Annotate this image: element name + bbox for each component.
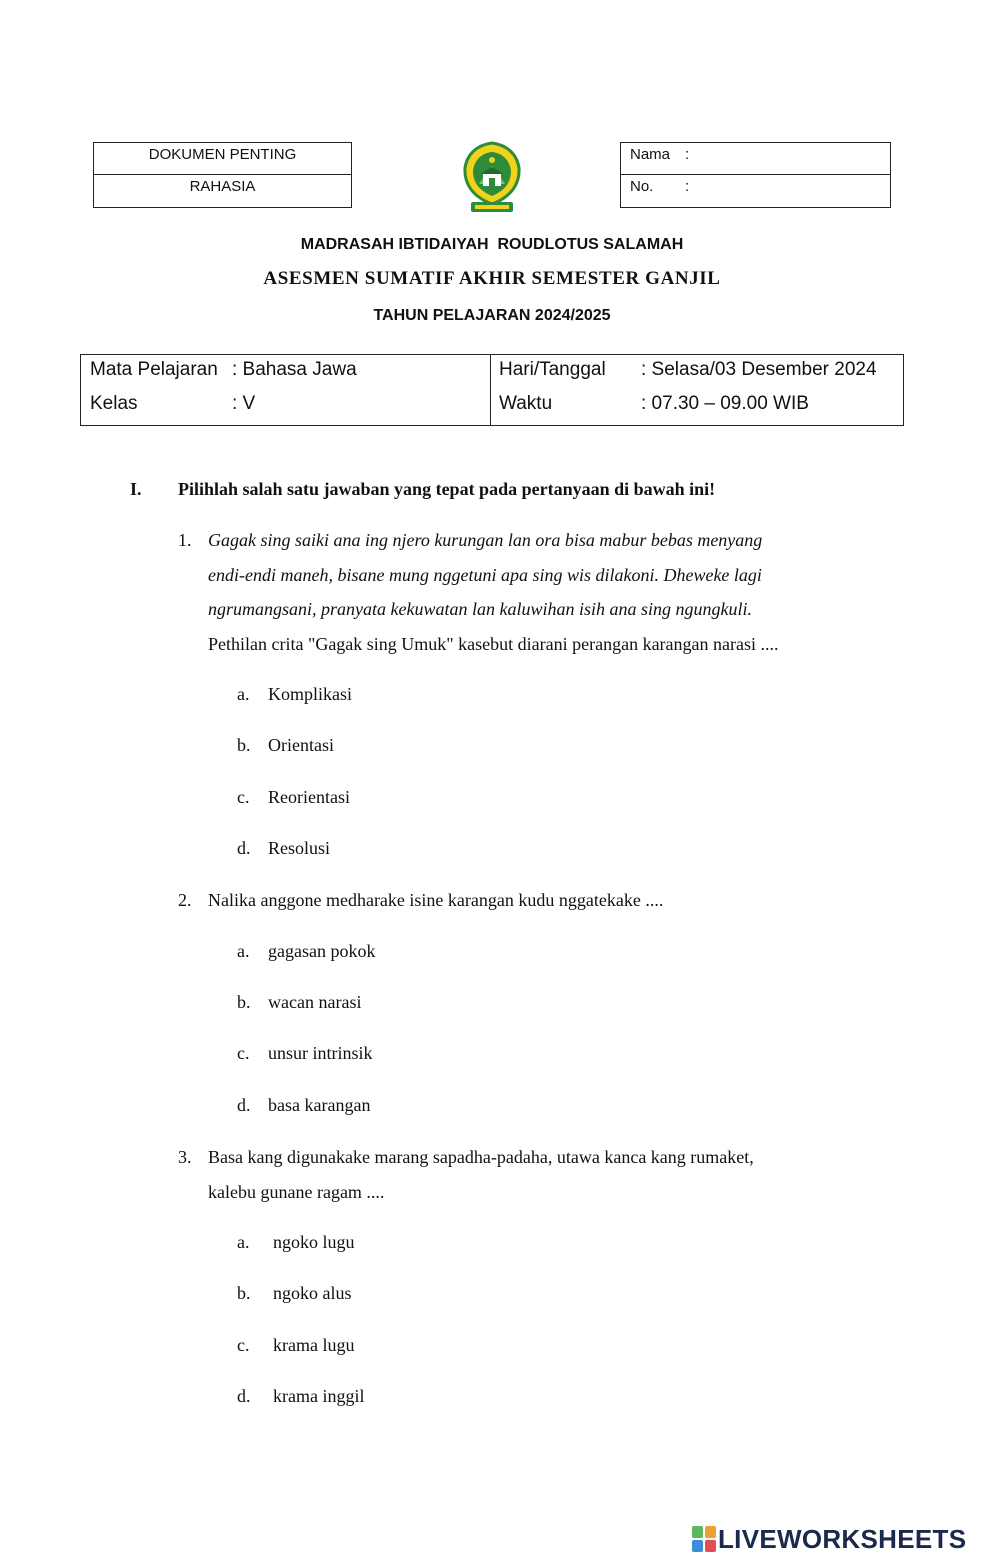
question-1 (178, 523, 858, 661)
liveworksheets-logo-icon (692, 1526, 716, 1552)
option-letter: c. (237, 1043, 250, 1063)
info-left-column (81, 355, 491, 425)
option-letter: d. (237, 838, 251, 858)
question-line: kalebu gunane ragam .... (208, 1181, 385, 1202)
subject-label: Mata Pelajaran (90, 359, 218, 380)
question-2 (178, 883, 858, 918)
option-2a[interactable] (237, 941, 375, 962)
option-letter: b. (237, 1283, 251, 1303)
school-emblem-icon (459, 140, 525, 218)
watermark-text: LIVEWORKSHEETS (718, 1523, 967, 1554)
question-number: 1. (178, 530, 192, 550)
time-value: : 07.30 – 09.00 WIB (641, 393, 809, 414)
option-text: wacan narasi (268, 992, 362, 1012)
question-text (208, 883, 858, 918)
option-letter: d. (237, 1095, 251, 1115)
date-value: : Selasa/03 Desember 2024 (641, 359, 877, 380)
student-identity-box (620, 142, 891, 208)
question-number: 2. (178, 890, 192, 910)
option-text: Orientasi (268, 735, 334, 755)
section-heading (130, 479, 715, 500)
option-letter: b. (237, 992, 251, 1012)
exam-title: ASESMEN SUMATIF AKHIR SEMESTER GANJIL (263, 268, 721, 289)
number-colon: : (685, 178, 690, 195)
document-classification-box (93, 142, 352, 208)
option-text: Komplikasi (268, 684, 352, 704)
doc-label: DOKUMEN PENTING (148, 146, 297, 163)
option-letter: d. (237, 1386, 251, 1406)
option-3b[interactable] (237, 1283, 352, 1304)
option-letter: c. (237, 1335, 250, 1355)
question-line: Basa kang digunakake marang sapadha-padaha, utawa kanca kang rumaket, (208, 1147, 754, 1167)
info-right-column (491, 355, 903, 425)
section-number: I. (130, 479, 142, 499)
option-text: ngoko lugu (273, 1232, 355, 1252)
option-1b[interactable] (237, 735, 334, 756)
option-3a[interactable] (237, 1232, 355, 1253)
subject-value: : Bahasa Jawa (232, 359, 357, 380)
date-label: Hari/Tanggal (499, 359, 606, 380)
class-label: Kelas (90, 393, 138, 414)
question-line: ngrumangsani, pranyata kekuwatan lan kaluwihan isih ana sing ngungkuli. (208, 599, 752, 620)
option-text: unsur intrinsik (268, 1043, 373, 1063)
option-2d[interactable] (237, 1095, 370, 1116)
date-row (499, 357, 903, 391)
class-row (90, 391, 490, 425)
number-label: No. (630, 178, 654, 195)
question-line: Nalika anggone medharake isine karangan kudu nggatekake .... (208, 890, 664, 910)
name-label: Nama (630, 146, 671, 163)
question-text (208, 523, 858, 661)
option-text: Resolusi (268, 838, 331, 858)
option-1c[interactable] (237, 787, 350, 808)
option-1a[interactable] (237, 684, 352, 705)
option-text: basa karangan (268, 1095, 371, 1115)
option-2c[interactable] (237, 1043, 373, 1064)
option-letter: c. (237, 787, 250, 807)
option-text: ngoko alus (273, 1283, 352, 1303)
name-colon: : (685, 146, 690, 163)
question-text (208, 1140, 858, 1209)
liveworksheets-watermark[interactable] (692, 1523, 966, 1555)
question-3 (178, 1140, 858, 1209)
class-value: : V (232, 393, 256, 414)
option-letter: a. (237, 1232, 250, 1252)
academic-year: TAHUN PELAJARAN 2024/2025 (373, 307, 611, 324)
option-3c[interactable] (237, 1335, 354, 1356)
section-instruction: Pilihlah salah satu jawaban yang tepat pada pertanyaan di bawah ini! (178, 479, 716, 499)
exam-info-table (80, 354, 904, 426)
option-text: Reorientasi (268, 787, 350, 807)
question-line: endi-endi maneh, bisane mung nggetuni apa sing wis dilakoni. Dheweke lagi (208, 564, 762, 585)
option-3d[interactable] (237, 1386, 364, 1407)
question-line: Gagak sing saiki ana ing njero kurungan lan ora bisa mabur bebas menyang (208, 530, 763, 550)
name-row[interactable] (621, 143, 890, 174)
secret-label: RAHASIA (94, 174, 351, 206)
option-text: krama inggil (273, 1386, 365, 1406)
option-letter: a. (237, 941, 250, 961)
number-row[interactable] (621, 174, 890, 205)
question-number: 3. (178, 1147, 192, 1167)
time-row (499, 391, 903, 425)
option-2b[interactable] (237, 992, 361, 1013)
time-label: Waktu (499, 393, 553, 414)
option-text: krama lugu (273, 1335, 355, 1355)
question-line: Pethilan crita "Gagak sing Umuk" kasebut diarani perangan karangan narasi .... (208, 633, 779, 654)
subject-row (90, 357, 490, 391)
option-1d[interactable] (237, 838, 330, 859)
option-letter: a. (237, 684, 250, 704)
school-name: MADRASAH IBTIDAIYAH ROUDLOTUS SALAMAH (300, 236, 684, 253)
option-text: gagasan pokok (268, 941, 376, 961)
option-letter: b. (237, 735, 251, 755)
